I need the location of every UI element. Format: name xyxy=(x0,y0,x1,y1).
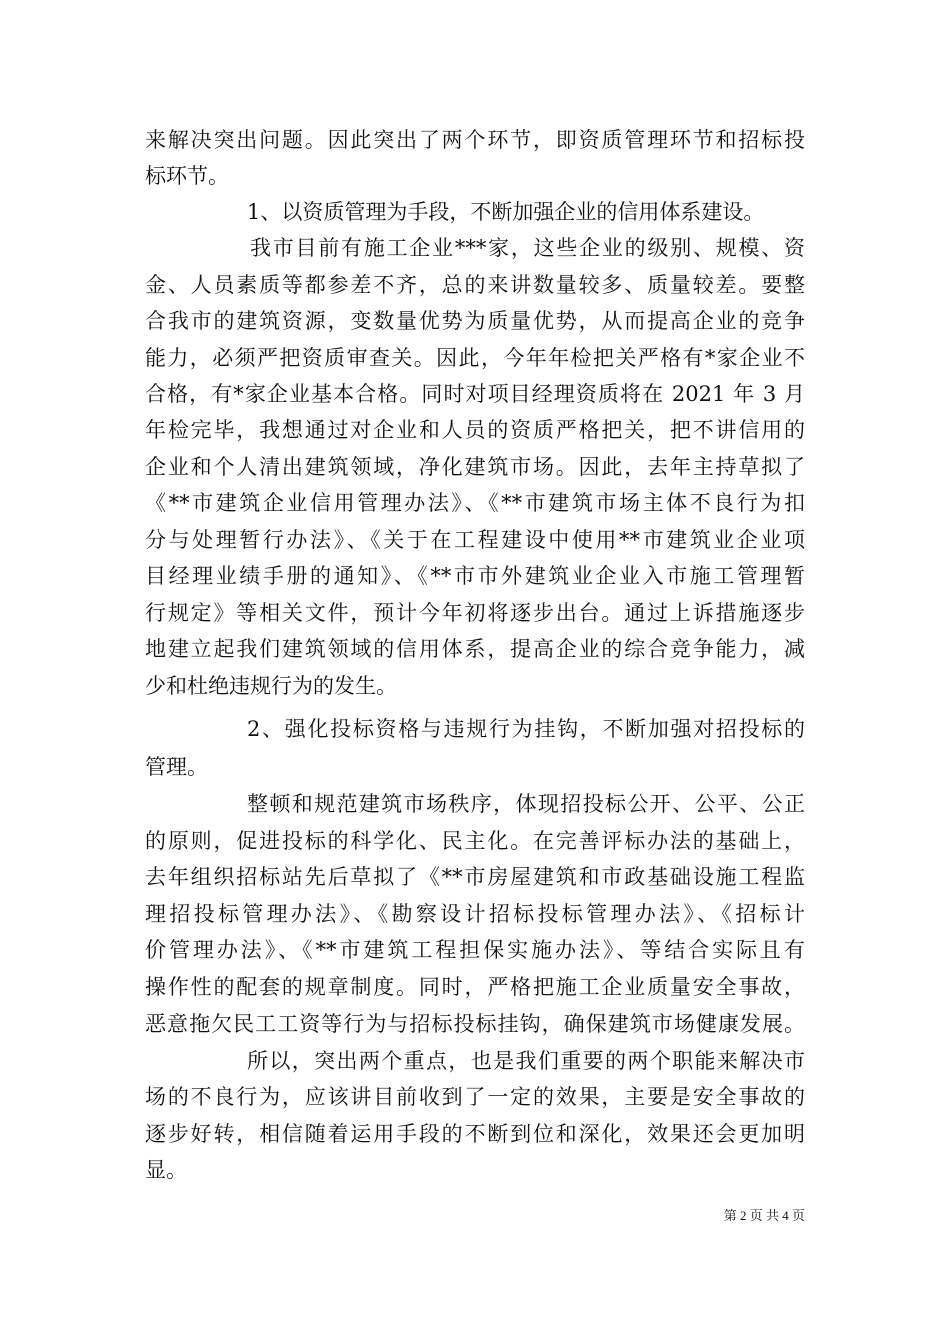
text-line: 恶意拖欠民工工资等行为与招标投标挂钩，确保建筑市场健康发展。 xyxy=(145,1012,805,1036)
text-line: 少和杜绝违规行为的发生。 xyxy=(145,674,397,698)
text-line: 企业和个人清出建筑领域，净化建筑市场。因此，去年主持草拟了 xyxy=(145,455,805,479)
text-line: 标环节。 xyxy=(145,164,229,188)
text-line: 行规定》等相关文件，预计今年初将逐步出台。通过上诉措施逐步 xyxy=(145,601,805,625)
text-line: 地建立起我们建筑领域的信用体系，提高企业的综合竞争能力，减 xyxy=(145,637,805,661)
text-line: 管理。 xyxy=(145,755,208,779)
text-line: 操作性的配套的规章制度。同时，严格把施工企业质量安全事故， xyxy=(145,975,805,999)
text-line: 我市目前有施工企业***家，这些企业的级别、规模、资 xyxy=(250,236,805,260)
text-line: 逐步好转，相信随着运用手段的不断到位和深化，效果还会更加明 xyxy=(145,1122,805,1146)
text-line: 目经理业绩手册的通知》、《**市市外建筑业企业入市施工管理暂 xyxy=(145,564,805,588)
text-line: 来解决突出问题。因此突出了两个环节，即资质管理环节和招标投 xyxy=(145,128,805,152)
text-line: 分与处理暂行办法》、《关于在工程建设中使用**市建筑业企业项 xyxy=(145,528,805,552)
text-line: 合格，有*家企业基本合格。同时对项目经理资质将在 2021 年 3 月 xyxy=(145,382,805,406)
text-line: 所以，突出两个重点，也是我们重要的两个职能来解决市 xyxy=(247,1049,805,1073)
text-line: 合我市的建筑资源，变数量优势为质量优势，从而提高企业的竞争 xyxy=(145,309,805,333)
text-line: 去年组织招标站先后草拟了《**市房屋建筑和市政基础设施工程监 xyxy=(145,865,805,889)
text-line: 能力，必须严把资质审查关。因此，今年年检把关严格有*家企业不 xyxy=(145,346,805,370)
section-heading-2: 2、强化投标资格与违规行为挂钩，不断加强对招投标的 xyxy=(247,717,805,741)
section-heading-1: 1、以资质管理为手段，不断加强企业的信用体系建设。 xyxy=(247,200,765,224)
text-line: 《**市建筑企业信用管理办法》、《**市建筑市场主体不良行为扣 xyxy=(145,491,805,515)
text-line: 显。 xyxy=(145,1158,187,1182)
text-line: 金、人员素质等都参差不齐，总的来讲数量较多、质量较差。要整 xyxy=(145,273,805,297)
text-line: 年检完毕，我想通过对企业和人员的资质严格把关，把不讲信用的 xyxy=(145,418,805,442)
page-number: 第 2 页 共 4 页 xyxy=(723,1208,805,1223)
text-line: 的原则，促进投标的科学化、民主化。在完善评标办法的基础上， xyxy=(145,829,805,853)
text-line: 价管理办法》、《**市建筑工程担保实施办法》、等结合实际且有 xyxy=(145,938,805,962)
text-line: 整顿和规范建筑市场秩序，体现招投标公开、公平、公正 xyxy=(247,792,805,816)
text-line: 理招投标管理办法》、《勘察设计招标投标管理办法》、《招标计 xyxy=(145,902,805,926)
text-line: 场的不良行为，应该讲目前收到了一定的效果，主要是安全事故的 xyxy=(145,1085,805,1109)
